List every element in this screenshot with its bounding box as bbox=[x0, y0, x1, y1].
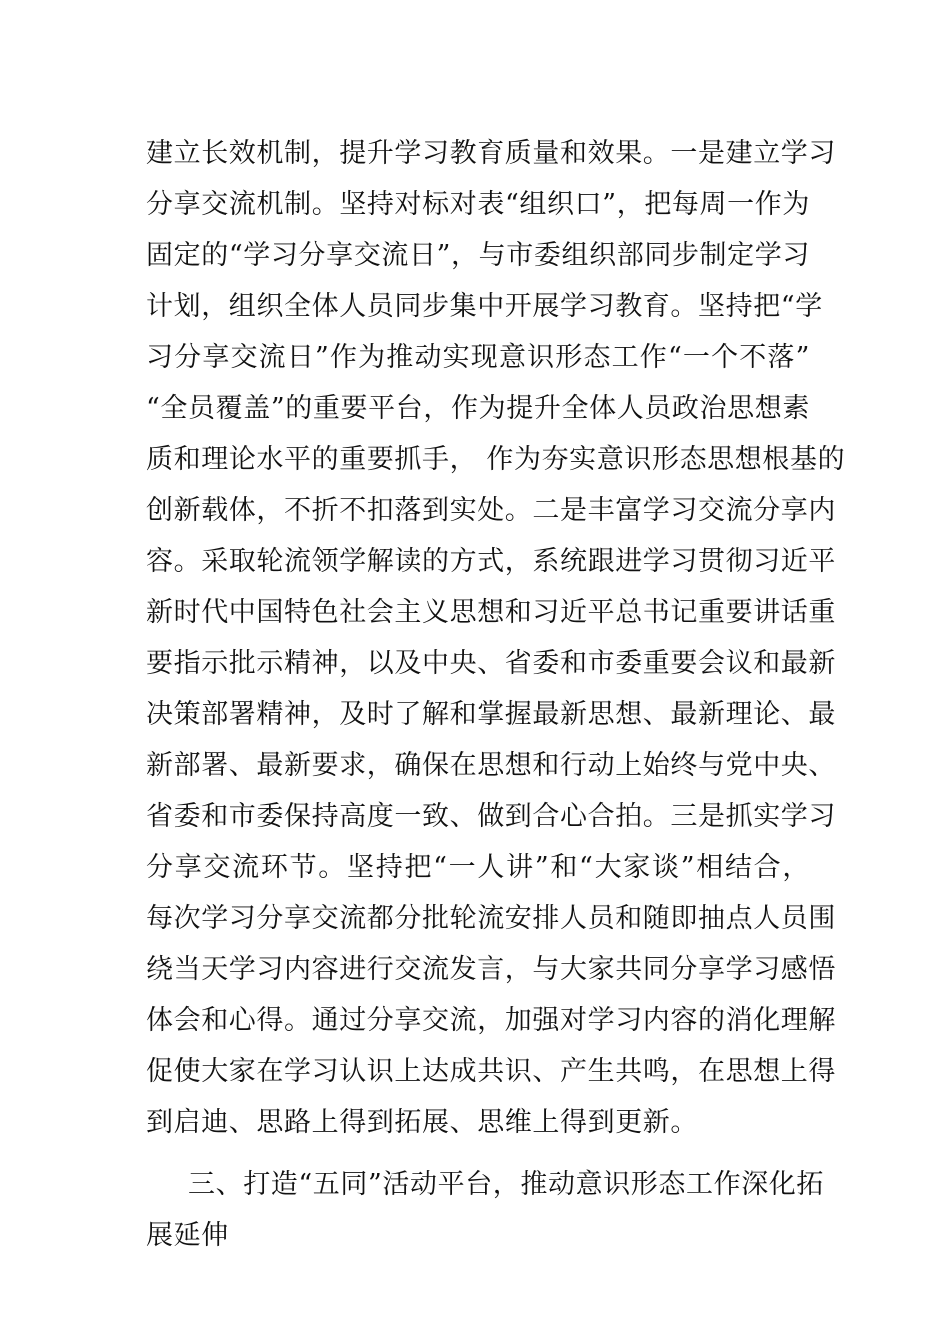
paragraph-line: 每次学习分享交流都分批轮流安排人员和随即抽点人员围 bbox=[146, 903, 836, 934]
paragraph-line: 创新载体，不折不扣落到实处。二是丰富学习交流分享内 bbox=[146, 495, 836, 526]
paragraph-line: 体会和心得。通过分享交流，加强对学习内容的消化理解 bbox=[146, 1005, 836, 1036]
section-heading-line: 三、打造“五同”活动平台，推动意识形态工作深化拓 bbox=[188, 1169, 825, 1200]
paragraph-line: 新时代中国特色社会主义思想和习近平总书记重要讲话重 bbox=[146, 597, 836, 628]
paragraph-line: 要指示批示精神，以及中央、省委和市委重要会议和最新 bbox=[146, 648, 836, 679]
paragraph-line: 促使大家在学习认识上达成共识、产生共鸣，在思想上得 bbox=[146, 1056, 836, 1087]
section-heading-line: 展延伸 bbox=[146, 1220, 229, 1251]
paragraph-line: 决策部署精神，及时了解和掌握最新思想、最新理论、最 bbox=[146, 699, 836, 730]
section-heading bbox=[146, 1159, 825, 1261]
paragraph-line: 固定的“学习分享交流日”，与市委组织部同步制定学习 bbox=[146, 240, 810, 271]
paragraph-line: 分享交流机制。坚持对标对表“组织口”，把每周一作为 bbox=[146, 189, 810, 220]
paragraph-line: 到启迪、思路上得到拓展、思维上得到更新。 bbox=[146, 1107, 698, 1138]
paragraph-line: 新部署、最新要求，确保在思想和行动上始终与党中央、 bbox=[146, 750, 836, 781]
paragraph-line: 省委和市委保持高度一致、做到合心合拍。三是抓实学习 bbox=[146, 801, 836, 832]
paragraph-line: 质和理论水平的重要抓手， 作为夯实意识形态思想根基的 bbox=[146, 444, 846, 475]
body-paragraph bbox=[146, 128, 846, 1148]
paragraph-line: 容。采取轮流领学解读的方式，系统跟进学习贯彻习近平 bbox=[146, 546, 836, 577]
paragraph-line: 计划，组织全体人员同步集中开展学习教育。坚持把“学 bbox=[146, 291, 823, 322]
paragraph-line: 绕当天学习内容进行交流发言，与大家共同分享学习感悟 bbox=[146, 954, 836, 985]
document-body bbox=[146, 128, 846, 1261]
paragraph-line: 建立长效机制，提升学习教育质量和效果。一是建立学习 bbox=[146, 138, 836, 169]
paragraph-line: 习分享交流日”作为推动实现意识形态工作“一个不落” bbox=[146, 342, 810, 373]
paragraph-line: “全员覆盖”的重要平台，作为提升全体人员政治思想素 bbox=[146, 393, 810, 424]
paragraph-line: 分享交流环节。坚持把“一人讲”和“大家谈”相结合， bbox=[146, 852, 810, 883]
